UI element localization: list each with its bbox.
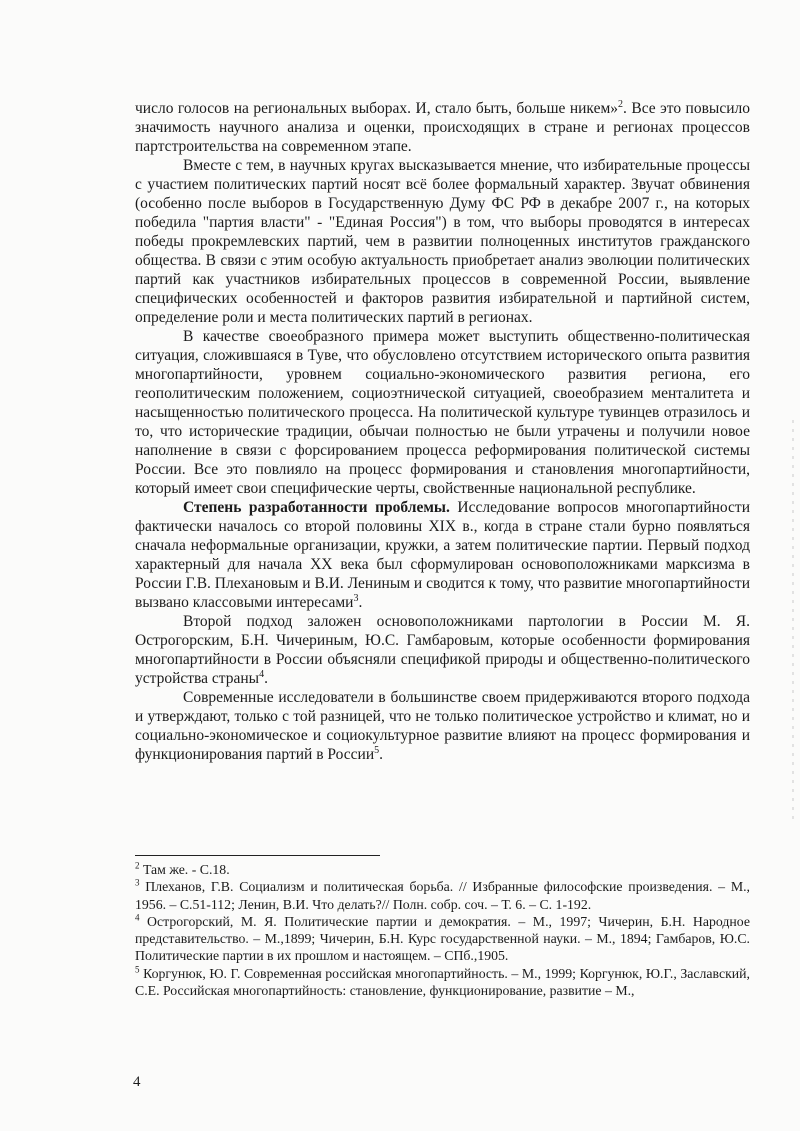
paragraph-6-text: Современные исследователи в большинстве своем придерживаются второго подхода и утверждают, только с той разницей, что не только политическое устройство и климат, но и социально-экономическое и социокультурное развитие влияют на процесс формирования и функционирования партий в России [135,689,750,763]
section-heading: Степень разработанности проблемы. [183,499,450,516]
paragraph-5 [135,612,750,688]
scan-edge-artifact [792,420,794,820]
footnote-3 [135,878,750,913]
paragraph-1-text: число голосов на региональных выборах. И, стало быть, больше никем» [135,100,619,117]
footnote-text: Плеханов, Г.В. Социализм и политическая борьба. // Избранные философские произведения. – М., 1956. – С.51-112; Ленин, В.И. Что делать?// Полн. собр. соч. – Т. 6. – С. 1-192. [135,879,750,912]
paragraph-5-text: Второй подход заложен основоположниками партологии в России М. Я. Острогорским, Б.Н. Чичериным, Ю.С. Гамбаровым, которые особенности формирования многопартийности в России объясняли спецификой природы и общественно-политического устройства страны [135,613,750,687]
footnote-2 [135,861,750,878]
footnote-mark: 2 [135,860,140,871]
footnote-5 [135,965,750,1000]
footnotes [135,861,750,999]
paragraph-5-text-end: . [264,670,268,687]
footnote-mark: 3 [135,877,140,888]
footnote-text: Острогорский, М. Я. Политические партии и демократия. – М., 1997; Чичерин, Б.Н. Народное представительство. – М.,1899; Чичерин, Б.Н. Курс государственной науки. – М., 1894; Гамбаров, Ю.С. Политические партии в их прошлом и настоящем. – СПб.,1905. [135,913,750,964]
footnote-ref-2[interactable]: 2 [618,98,624,110]
paragraph-4-text: Исследование вопросов многопартийности фактически началось со второй половины XIX в., когда в стране стали бурно появляться сначала неформальные организации, кружки, а затем политические партии. Первый подход характерный для начала XX века был сформулирован основоположниками марксизма в России Г.В. Плехановым и В.И. Лениным и сводится к тому, что развитие многопартийности вызвано классовыми интересами [135,499,750,611]
page-number: 4 [133,1074,141,1090]
footnote-text: Коргунюк, Ю. Г. Современная российская многопартийность. – М., 1999; Коргунюк, Ю.Г., Заславский, С.Е. Российская многопартийность: становление, функционирование, развитие – М., [135,965,750,999]
paragraph-4 [135,498,750,612]
footnote-separator [135,855,380,856]
paragraph-6 [135,688,750,764]
footnote-4 [135,913,750,965]
paragraph-6-text-end: . [379,746,383,763]
paragraph-1-text-end: . Все это повысило значимость научного анализа и оценки, происходящих в стране и регионах процессов партстроительства на современном этапе. [135,100,750,155]
footnote-ref-5[interactable]: 5 [374,744,380,756]
body-text [135,99,750,764]
footnote-mark: 5 [135,964,140,975]
paragraph-3: В качестве своеобразного примера может выступить общественно-политическая ситуация, сложившаяся в Туве, что обусловлено отсутствием исторического опыта развития многопартийности, уровнем социально-экономического развития региона, его геополитическим положением, социоэтнической ситуацией, своеобразием менталитета и насыщенностью политического процесса. На политической культуре тувинцев отразилось и то, что исторические традиции, обычаи полностью не были утрачены и получили новое наполнение в связи с форсированием процесса реформирования политической системы России. Все это повлияло на процесс формирования и становления многопартийности, который имеет свои специфические черты, свойственные национальной республике. [135,328,750,497]
footnote-ref-4[interactable]: 4 [259,668,265,680]
footnote-text: Там же. - С.18. [139,862,230,877]
paragraph-4-text-end: . [358,594,363,611]
paragraph-1 [135,99,750,156]
paragraph-2: Вместе с тем, в научных кругах высказывается мнение, что избирательные процессы с участием политических партий носят всё более формальный характер. Звучат обвинения (особенно после выборов в Государственную Думу ФС РФ в декабре 2007 г., на которых победила "партия власти" - "Единая Россия") в том, что выборы проводятся в интересах победы прокремлевских партий, чем в развитии полноценных институтов гражданского общества. В связи с этим особую актуальность приобретает анализ эволюции политических партий как участников избирательных процессов в современной России, выявление специфических особенностей и факторов развития избирательной и партийной систем, определение роли и места политических партий в регионах. [135,157,750,326]
footnote-mark: 4 [135,912,140,923]
footnote-ref-3[interactable]: 3 [353,592,359,604]
